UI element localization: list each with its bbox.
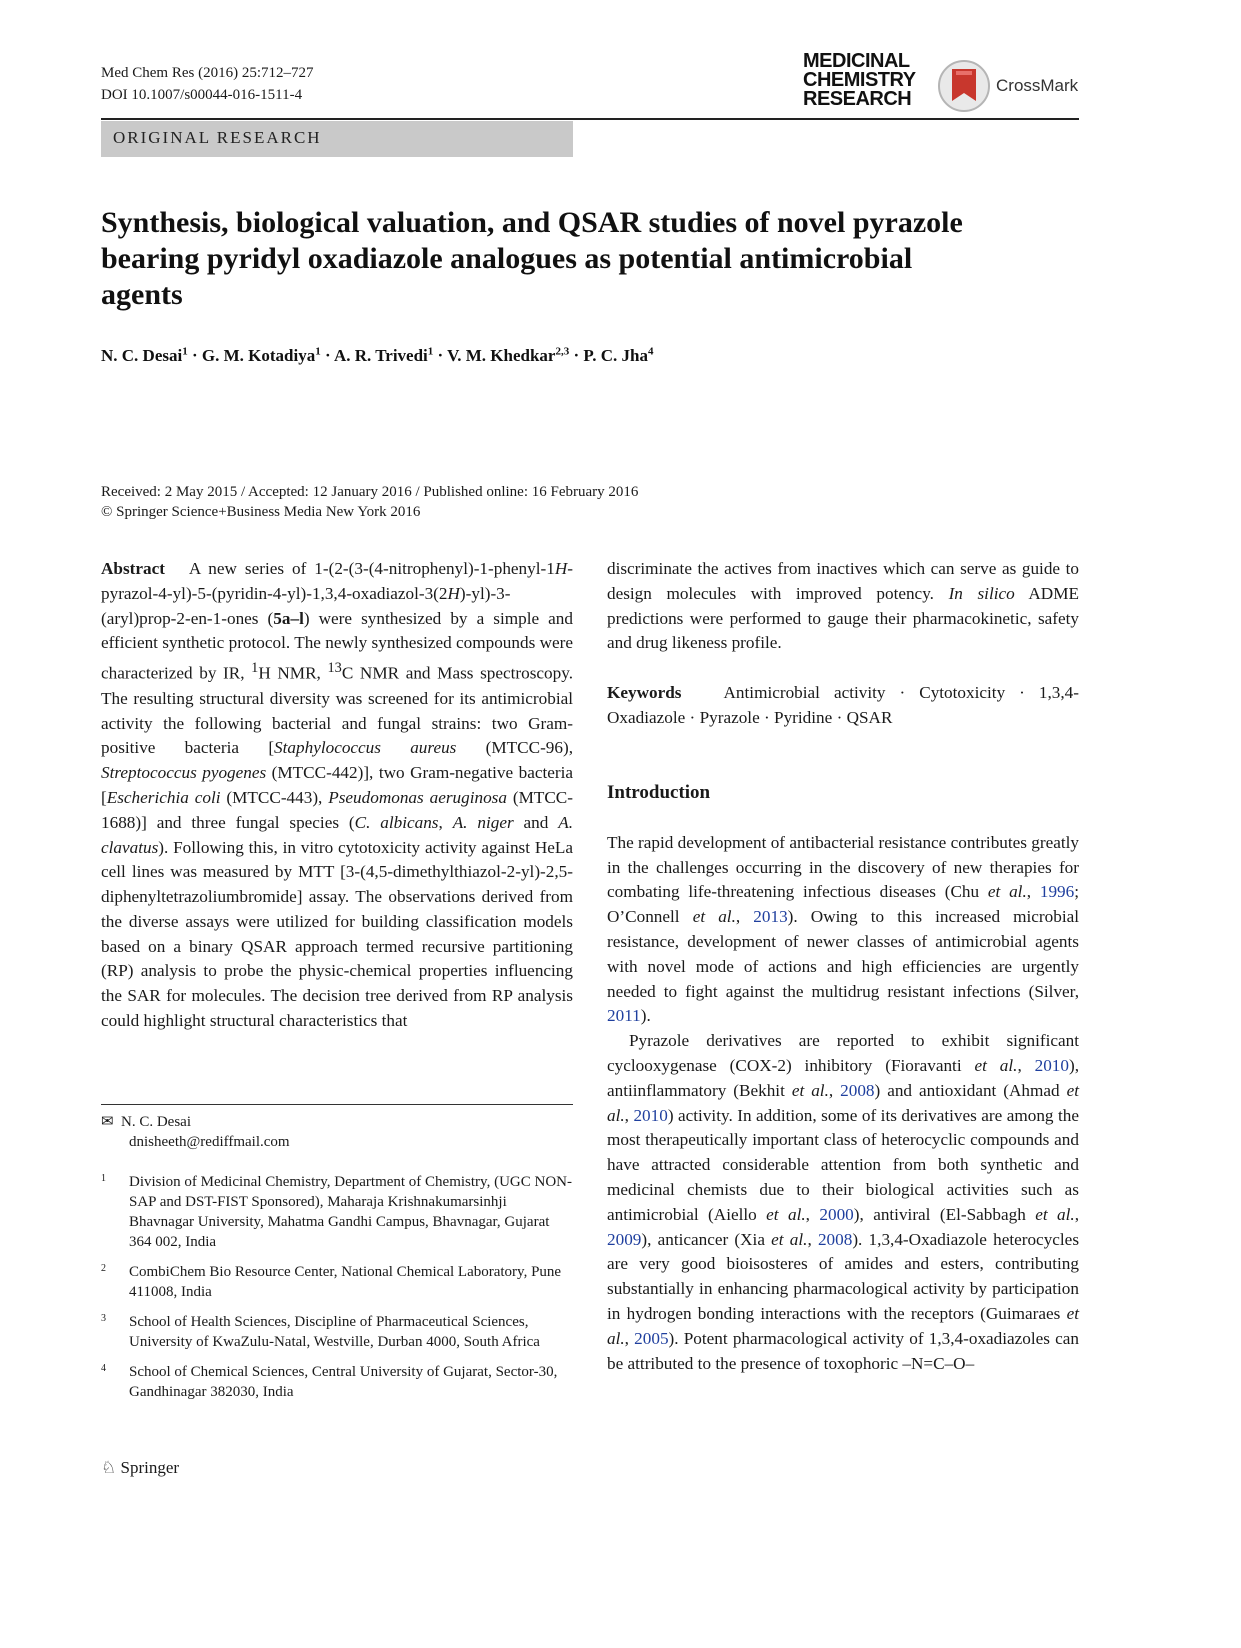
citation-link[interactable]: 2010 <box>633 1105 668 1125</box>
correspondence-name: N. C. Desai <box>121 1114 191 1130</box>
journal-logo-line: CHEMISTRY <box>803 69 916 91</box>
author[interactable]: G. M. Kotadiya$^1$ <box>201 345 321 365</box>
affiliation: 2 CombiChem Bio Resource Center, National Chemical Laboratory, Pune 411008, India <box>101 1263 562 1300</box>
journal-citation: Med Chem Res (2016) 25:712–727 <box>101 65 314 81</box>
citation-link[interactable]: 2008 <box>817 1229 853 1249</box>
right-column <box>607 557 1079 1376</box>
affiliations <box>101 1172 573 1412</box>
author[interactable]: P. C. Jha$^4$ <box>583 345 654 365</box>
abstract: Abstract A new series of 1-(2-(3-(4-nitrophenyl)-1-phenyl-1H-pyrazol-4-yl)-5-(pyridin-4-yl)-1,3,4-oxadiazol-3(2H)-yl)-3-(aryl)prop-2-en-1-ones (5a–l) were synthesized by a simple and efficient synthetic protocol. The newly synthesized compounds were characterized by IR, $^1$H NMR, $^{13}$C NMR and Mass spectroscopy. The resulting structural diversity was screened for its antimicrobial activity the following bacterial and fungal strains: two Gram-positive bacteria [Staphylococcus aureus (MTCC-96), Streptococcus pyogenes (MTCC-442)], two Gram-negative bacteria [Escherichia coli (MTCC-443), Pseudomonas aeruginosa (MTCC-1688)] and three fungal species (C. albicans, A. niger and A. clavatus). Following this, in vitro cytotoxicity activity against HeLa cell lines was measured by MTT [3-(4,5-dimethylthiazol-2-yl)-2,5-diphenyltetrazoliumbromide] assay. The observations derived from the diverse assays were utilized for building classification models based on a binary QSAR approach termed recursive partitioning (RP) analysis to probe the physic-chemical properties influencing the SAR for molecules. The decision tree derived from RP analysis could highlight structural characteristics that <box>101 559 573 1031</box>
springer-logo-icon: ♘ <box>101 1458 117 1477</box>
citation-link[interactable]: 2005 <box>634 1328 669 1348</box>
abstract-label: Abstract <box>101 559 165 578</box>
keywords-text: Antimicrobial activity · Cytotoxicity · 1,3,4-Oxadiazole · Pyrazole · Pyridine · QSAR <box>607 683 1080 727</box>
author[interactable]: V. M. Khedkar$^{2,3}$ <box>447 345 570 365</box>
citation-link[interactable]: 2008 <box>840 1080 875 1100</box>
section-label: ORIGINAL RESEARCH <box>113 128 322 147</box>
author[interactable]: N. C. Desai$^1$ <box>101 345 188 365</box>
author-list: N. C. Desai$^1$ · G. M. Kotadiya$^1$ · A. R. Trivedi$^1$ · V. M. Khedkar$^{2,3}$ · P. C. Jha$^4$ <box>101 345 654 365</box>
publisher-footer <box>101 1458 179 1478</box>
intro-paragraph: Pyrazole derivatives are reported to exhibit significant cyclooxygenase (COX-2) inhibitory (Fioravanti et al., 2010), antiinflammatory (Bekhit et al., 2008) and antioxidant (Ahmad et al., 2010) activity. In addition, some of its derivatives are among the most therapeutically important class of heterocyclic compounds and have attracted considerable attention from both synthetic and medicinal chemists due to their biological activities such as antimicrobial (Aiello et al., 2000), antiviral (El-Sabbagh et al., 2009), anticancer (Xia et al., 2008). 1,3,4-Oxadiazole heterocycles are very good bioisosteres of amides and esters, contributing substantially in enhancing pharmacological activity by participation in hydrogen bonding interactions with the receptors (Guimaraes et al., 2005). Potent pharmacological activity of 1,3,4-oxadiazoles can be attributed to the presence of toxophoric –N=C–O– <box>607 1031 1080 1373</box>
intro-paragraph: The rapid development of antibacterial resistance contributes greatly in the challenges occurring in the discovery of new therapies for combating life-threatening infectious diseases (Chu et al., 1996; O’Connell et al., 2013). Owing to this increased microbial resistance, development of newer classes of antimicrobial agents with novel mode of actions and high efficiencies are urgently needed to fight against the multidrug resistant infections (Silver, 2011). <box>607 832 1080 1026</box>
crossmark-icon[interactable] <box>937 57 991 115</box>
crossmark-label[interactable]: CrossMark <box>996 76 1079 95</box>
correspondence-email[interactable]: dnisheeth@rediffmail.com <box>129 1134 290 1150</box>
keywords-label: Keywords <box>607 683 682 703</box>
article-title: Synthesis, biological valuation, and QSAR studies of novel pyrazole bearing pyridyl oxadiazole analogues as potential antimicrobial agents <box>101 206 963 311</box>
publisher-name: Springer <box>120 1458 180 1477</box>
citation-link[interactable]: 2011 <box>607 1006 641 1026</box>
affiliation: 1 Division of Medicinal Chemistry, Department of Chemistry, (UGC NON-SAP and DST-FIST Sponsored), Maharaja Krishnakumarsinhji Bhavnagar University, Mahatma Gandhi Campus, Bhavnagar, Gujarat 364 002, India <box>101 1173 572 1250</box>
history-dates: Received: 2 May 2015 / Accepted: 12 January 2016 / Published online: 16 February 2016 <box>101 484 639 500</box>
citation-link[interactable]: 2009 <box>607 1229 642 1249</box>
author[interactable]: A. R. Trivedi$^1$ <box>333 345 434 365</box>
abstract-continued: discriminate the actives from inactives which can serve as guide to design molecules with improved potency. In silico ADME predictions were performed to gauge their pharmacokinetic, safety and drug likeness profile. <box>607 559 1079 653</box>
journal-logo-line: RESEARCH <box>803 88 912 110</box>
affiliation: 3 School of Health Sciences, Discipline of Pharmaceutical Sciences, University of KwaZulu-Natal, Westville, Durban 4000, South Africa <box>101 1313 540 1350</box>
citation-link[interactable]: 2013 <box>753 907 788 927</box>
keywords <box>607 681 1079 731</box>
envelope-icon: ✉ <box>101 1114 114 1130</box>
header-rule <box>101 118 1079 120</box>
affiliation: 4 School of Chemical Sciences, Central University of Gujarat, Sector-30, Gandhinagar 382030, India <box>101 1363 558 1400</box>
copyright: © Springer Science+Business Media New York 2016 <box>101 504 421 520</box>
journal-logo-line: MEDICINAL <box>803 50 910 72</box>
introduction-heading: Introduction <box>607 781 711 803</box>
journal-info <box>101 62 313 106</box>
doi: DOI 10.1007/s00044-016-1511-4 <box>101 87 303 103</box>
publication-dates <box>101 482 638 522</box>
citation-link[interactable]: 1996 <box>1039 882 1075 902</box>
correspondence <box>101 1112 573 1152</box>
journal-logo[interactable] <box>803 52 916 109</box>
citation-link[interactable]: 2000 <box>819 1204 854 1224</box>
footnote-rule <box>101 1104 573 1105</box>
citation-link[interactable]: 2010 <box>1034 1055 1069 1075</box>
